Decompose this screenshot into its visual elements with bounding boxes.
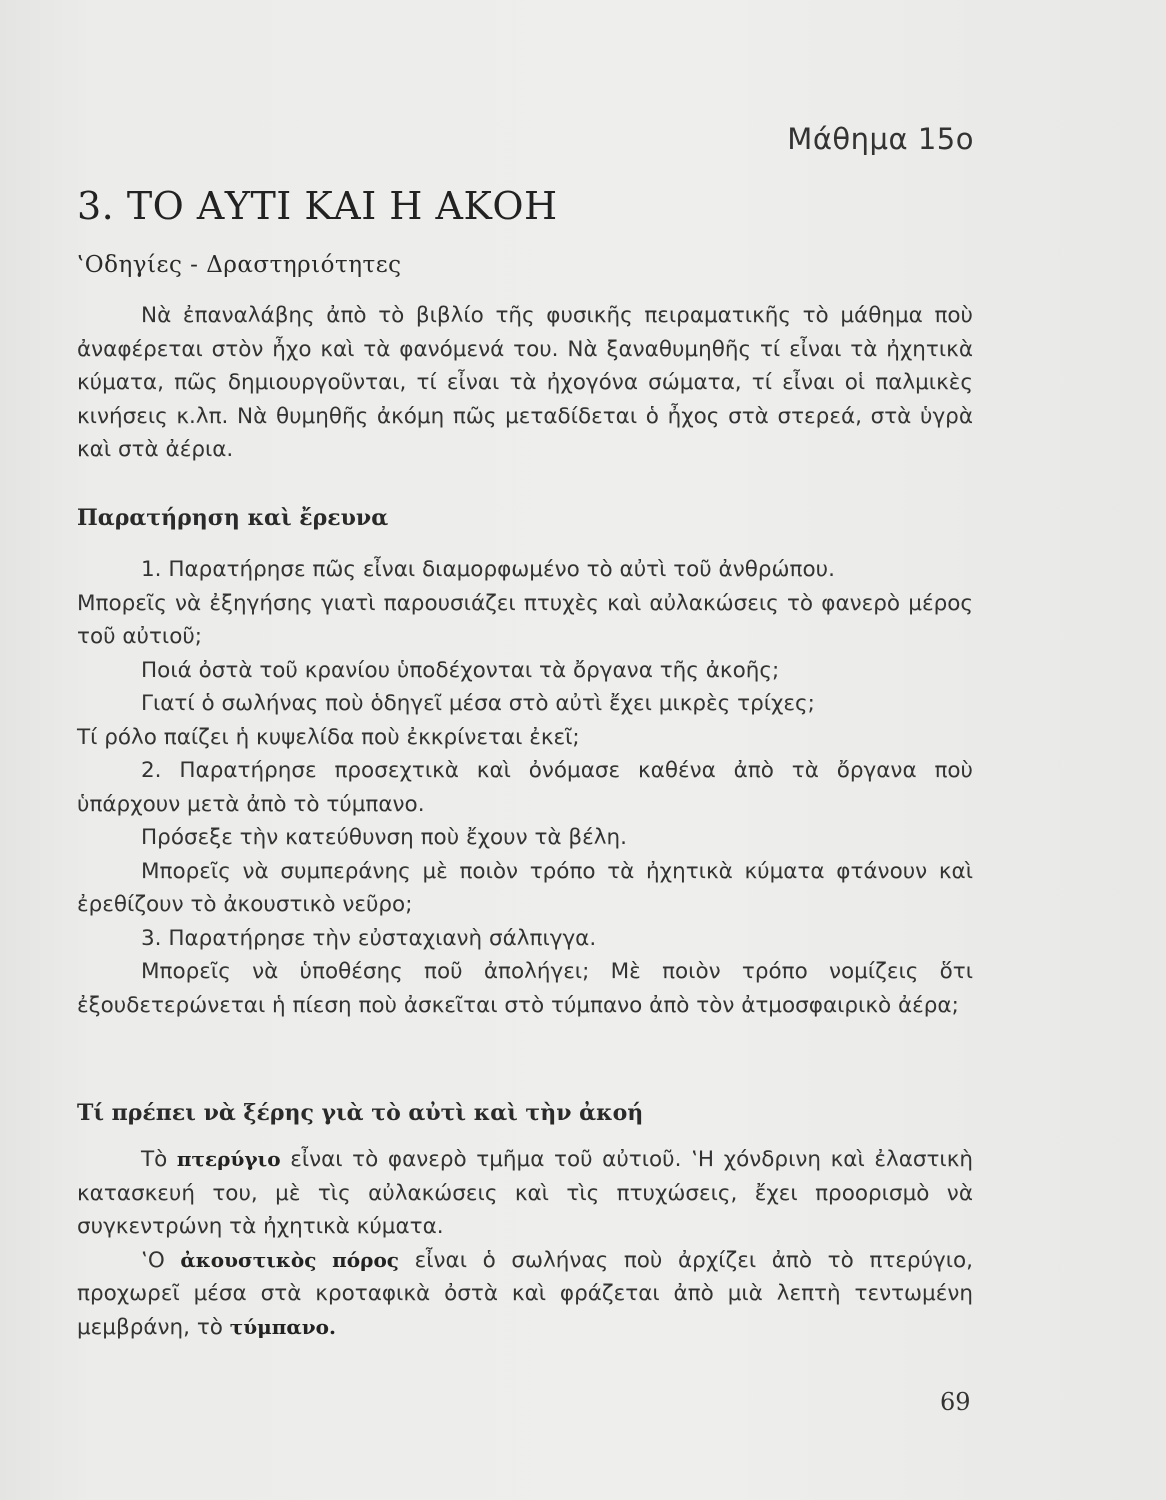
observation-paragraph: 1. Παρατήρησε πῶς εἶναι διαμορφωμένο τὸ αὐτὶ τοῦ ἀνθρώπου. [141,557,835,582]
page-number: 69 [940,1388,971,1416]
text-run: εἶναι ὁ σωλήνας ποὺ ἀρχίζει ἀπὸ τὸ πτερύγιο, προχωρεῖ μέσα στὰ κροταφικὰ ὀστὰ καὶ φράζεται ἀπὸ μιὰ λεπτὴ τεντωμένη μεμβράνη, τὸ [77,1247,974,1340]
instructions-section [77,299,973,467]
observation-section [77,553,973,1022]
knowledge-paragraph-canal [77,1244,973,1345]
observation-paragraph: Μπορεῖς νὰ ὑποθέσης ποῦ ἀπολήγει; Μὲ ποιὸν τρόπο νομίζεις ὅτι ἐξουδετερώνεται ἡ πίεση ποὺ ἀσκεῖται στὸ τύμπανο ἀπὸ τὸν ἀτμοσφαιρικὸ ἀέρα; [77,959,973,1018]
text-run: Τὸ [141,1147,177,1172]
observation-paragraph: 2. Παρατήρησε προσεχτικὰ καὶ ὀνόμασε καθένα ἀπὸ τὰ ὄργανα ποὺ ὑπάρχουν μετὰ ἀπὸ τὸ τύμπανο. [77,758,973,817]
term-eardrum: τύμπανο. [229,1314,336,1339]
term-pinna: πτερύγιο [176,1147,281,1171]
observation-paragraph: Μπορεῖς νὰ συμπεράνης μὲ ποιὸν τρόπο τὰ ἠχητικὰ κύματα φτάνουν καὶ ἐρεθίζουν τὸ ἀκουστικὸ νεῦρο; [77,858,973,917]
text-run: ‛Ο [141,1247,181,1273]
instructions-heading: ‛Οδηγίες - Δραστηριότητες [77,252,402,278]
observation-paragraph: Ποιά ὀστὰ τοῦ κρανίου ὑποδέχονται τὰ ὄργανα τῆς ἀκοῆς; [141,657,780,683]
knowledge-section [77,1143,973,1344]
observation-paragraph: Πρόσεξε τὴν κατεύθυνση ποὺ ἔχουν τὰ βέλη. [141,825,627,850]
observation-paragraph: Μπορεῖς νὰ ἐξηγήσης γιατὶ παρουσιάζει πτυχὲς καὶ αὐλακώσεις τὸ φανερὸ μέρος τοῦ αὐτιοῦ; [77,590,973,649]
term-auditory-canal: ἀκουστικὸς πόρος [180,1247,399,1272]
observation-paragraph: 3. Παρατήρησε τὴν εὐσταχιανὴ σάλπιγγα. [141,925,597,951]
observation-paragraph: Τί ρόλο παίζει ἡ κυψελίδα ποὺ ἐκκρίνεται ἐκεῖ; [77,724,580,750]
knowledge-paragraph-pinna [77,1143,973,1244]
lesson-label: Μάθημα 15ο [787,122,974,156]
instructions-paragraph: Νὰ ἐπαναλάβης ἀπὸ τὸ βιβλίο τῆς φυσικῆς πειραματικῆς τὸ μάθημα ποὺ ἀναφέρεται στὸν ἦχο καὶ τὰ φανόμενά του. Νὰ ξαναθυμηθῆς τί εἶναι τὰ ἠχητικὰ κύματα, πῶς δημιουργοῦνται, τί εἶναι τὰ ἠχογόνα σώματα, τί εἶναι οἱ παλμικὲς κινήσεις κ.λπ. Νὰ θυμηθῆς ἀκόμη πῶς μεταδίδεται ὁ ἦχος στὰ στερεά, στὰ ὑγρὰ καὶ στὰ ἀέρια. [77,303,973,462]
text-run: εἶναι τὸ φανερὸ τμῆμα τοῦ αὐτιοῦ. ‛Η χόνδρινη καὶ ἐλαστικὴ κατασκευή του, μὲ τὶς αὐλακώσεις καὶ τὶς πτυχώσεις, ἔχει προορισμὸ νὰ συγκεντρώνη τὰ ἠχητικὰ κύματα. [77,1147,974,1239]
knowledge-heading: Τί πρέπει νὰ ξέρης γιὰ τὸ αὐτὶ καὶ τὴν ἀκοή [77,1100,644,1126]
chapter-title: 3. ΤΟ ΑΥΤΙ ΚΑΙ Η ΑΚΟΗ [77,184,558,228]
observation-heading: Παρατήρηση καὶ ἔρευνα [77,505,389,531]
observation-paragraph: Γιατί ὁ σωλήνας ποὺ ὁδηγεῖ μέσα στὸ αὐτὶ ἔχει μικρὲς τρίχες; [141,691,815,716]
